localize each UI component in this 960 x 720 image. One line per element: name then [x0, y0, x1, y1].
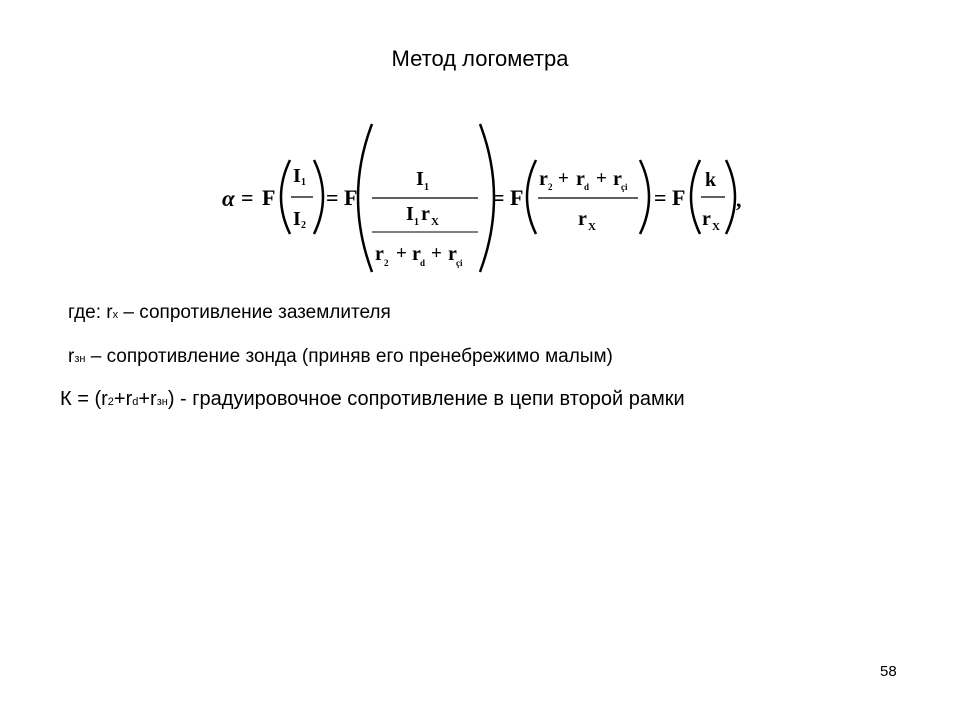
coefficient-k: k	[705, 169, 717, 191]
definition-part: +r	[138, 388, 157, 410]
resistance-r: r	[412, 243, 421, 265]
subscript: зн	[74, 353, 86, 365]
subscript: 1	[424, 182, 429, 193]
definition-prefix: r	[68, 346, 75, 367]
plus-sign: +	[396, 243, 407, 264]
alpha-symbol: α	[222, 186, 235, 211]
subscript: 2	[384, 258, 389, 268]
function-f: F	[510, 185, 524, 210]
resistance-r: r	[576, 168, 585, 190]
subscript: d	[420, 258, 426, 268]
definition-prefix: К = (r	[60, 388, 108, 410]
definition-prefix: где: r	[68, 302, 113, 323]
plus-sign: +	[558, 168, 569, 189]
subscript: d	[132, 396, 139, 408]
plus-sign: +	[596, 168, 607, 189]
numerator-i: I	[416, 168, 424, 190]
equals-sign: =	[492, 185, 505, 210]
page-number: 58	[880, 663, 897, 680]
equals-sign: =	[326, 185, 339, 210]
resistance-r: r	[578, 208, 587, 230]
denominator-i: I	[293, 208, 301, 230]
function-f: F	[344, 185, 358, 210]
right-paren	[640, 160, 649, 234]
right-paren	[314, 160, 323, 234]
definition-text: – сопротивление зонда (приняв его пренебрежимо малым)	[85, 346, 613, 367]
left-paren	[358, 124, 372, 272]
definition-text: – сопротивление заземлителя	[118, 302, 391, 323]
page-title: Метод логометра	[391, 46, 569, 71]
resistance-r: r	[539, 168, 548, 190]
definition-k	[60, 388, 685, 411]
resistance-r: r	[702, 208, 711, 230]
definition-part: +r	[113, 388, 133, 410]
resistance-r: r	[421, 203, 430, 225]
subscript: 2	[107, 396, 114, 408]
equals-sign: =	[241, 185, 254, 210]
plus-sign: +	[431, 243, 442, 264]
subscript: X	[588, 221, 596, 233]
subscript: 2	[548, 182, 553, 192]
subscript: çi	[456, 258, 463, 268]
subscript: çi	[621, 182, 628, 192]
function-f: F	[672, 185, 686, 210]
resistance-r: r	[613, 168, 622, 190]
numerator-i: I	[293, 165, 301, 187]
subscript: x	[112, 309, 119, 321]
formula-comma: ,	[736, 187, 742, 212]
subscript: зн	[156, 396, 168, 408]
right-paren	[726, 160, 735, 234]
definition-text: ) - градуировочное сопротивление в цепи второй рамки	[167, 388, 685, 410]
logometer-formula	[0, 110, 960, 280]
left-paren	[281, 160, 290, 234]
definition-rx	[68, 302, 391, 324]
resistance-r: r	[448, 243, 457, 265]
resistance-r: r	[375, 243, 384, 265]
subscript: 2	[301, 220, 306, 231]
subscript: 1	[301, 177, 306, 188]
function-f: F	[262, 185, 276, 210]
subscript: d	[584, 182, 590, 192]
left-paren	[691, 160, 700, 234]
subscript: X	[431, 216, 439, 228]
subscript: X	[712, 221, 720, 233]
definition-rzn	[68, 346, 613, 368]
left-paren	[527, 160, 536, 234]
subscript: 1	[414, 217, 419, 228]
denominator-i: I	[406, 203, 414, 225]
equals-sign: =	[654, 185, 667, 210]
